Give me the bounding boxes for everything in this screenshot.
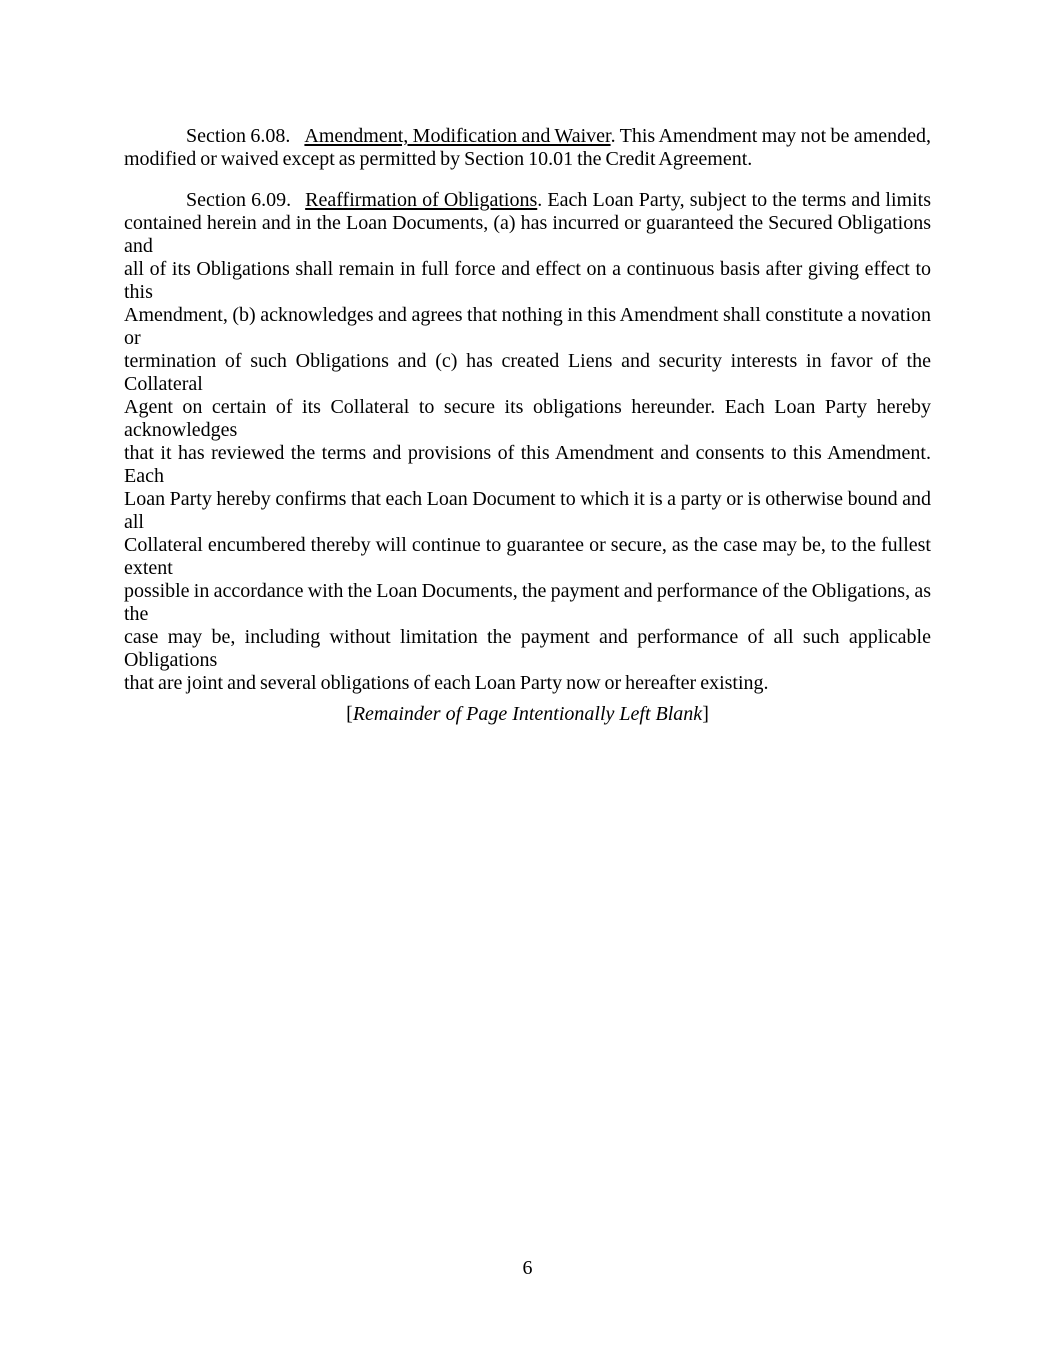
- text-line: modified or waived except as permitted by Section 10.01 the Credit Agreement.: [124, 148, 753, 170]
- section-label: Section 6.09.: [186, 189, 292, 211]
- close-bracket: ]: [702, 703, 709, 725]
- section-heading: Amendment, Modification and Waiver: [304, 125, 611, 147]
- remainder-notice: [124, 703, 931, 726]
- paragraph: [124, 189, 931, 695]
- paragraph-text: . This Amendment may not be amended,: [610, 125, 932, 147]
- paragraph: [124, 125, 931, 171]
- body-text: [124, 125, 931, 695]
- text-line: Agent on certain of its Collateral to secure its obligations hereunder. Each Loan Party hereby acknowledges: [124, 396, 931, 441]
- section-heading: Reaffirmation of Obligations: [305, 189, 538, 211]
- text-line: Amendment, (b) acknowledges and agrees that nothing in this Amendment shall constitute a novation or: [124, 304, 931, 349]
- text-line: all of its Obligations shall remain in full force and effect on a continuous basis after giving effect to this: [124, 258, 931, 303]
- remainder-notice-text: Remainder of Page Intentionally Left Blank: [352, 703, 703, 725]
- text-line: case may be, including without limitation the payment and performance of all such applicable Obligations: [124, 626, 931, 671]
- text-line: Collateral encumbered thereby will continue to guarantee or secure, as the case may be, to the fullest extent: [124, 534, 931, 579]
- text-line: Loan Party hereby confirms that each Loan Document to which it is a party or is otherwise bound and all: [124, 488, 931, 533]
- page-number: 6: [522, 1257, 533, 1279]
- text-line: contained herein and in the Loan Documents, (a) has incurred or guaranteed the Secured Obligations and: [124, 212, 931, 257]
- open-bracket: [: [346, 703, 353, 725]
- text-line: termination of such Obligations and (c) has created Liens and security interests in favor of the Collateral: [124, 350, 931, 395]
- section-label: Section 6.08.: [186, 125, 291, 147]
- paragraph-first-line: [124, 125, 931, 148]
- paragraph-text: . Each Loan Party, subject to the terms and limits: [537, 189, 931, 211]
- text-line: possible in accordance with the Loan Documents, the payment and performance of the Obligations, as the: [124, 580, 931, 625]
- paragraph-first-line: [124, 189, 931, 212]
- text-line: that are joint and several obligations of each Loan Party now or hereafter existing.: [124, 672, 769, 694]
- text-line: that it has reviewed the terms and provisions of this Amendment and consents to this Amendment. Each: [124, 442, 931, 487]
